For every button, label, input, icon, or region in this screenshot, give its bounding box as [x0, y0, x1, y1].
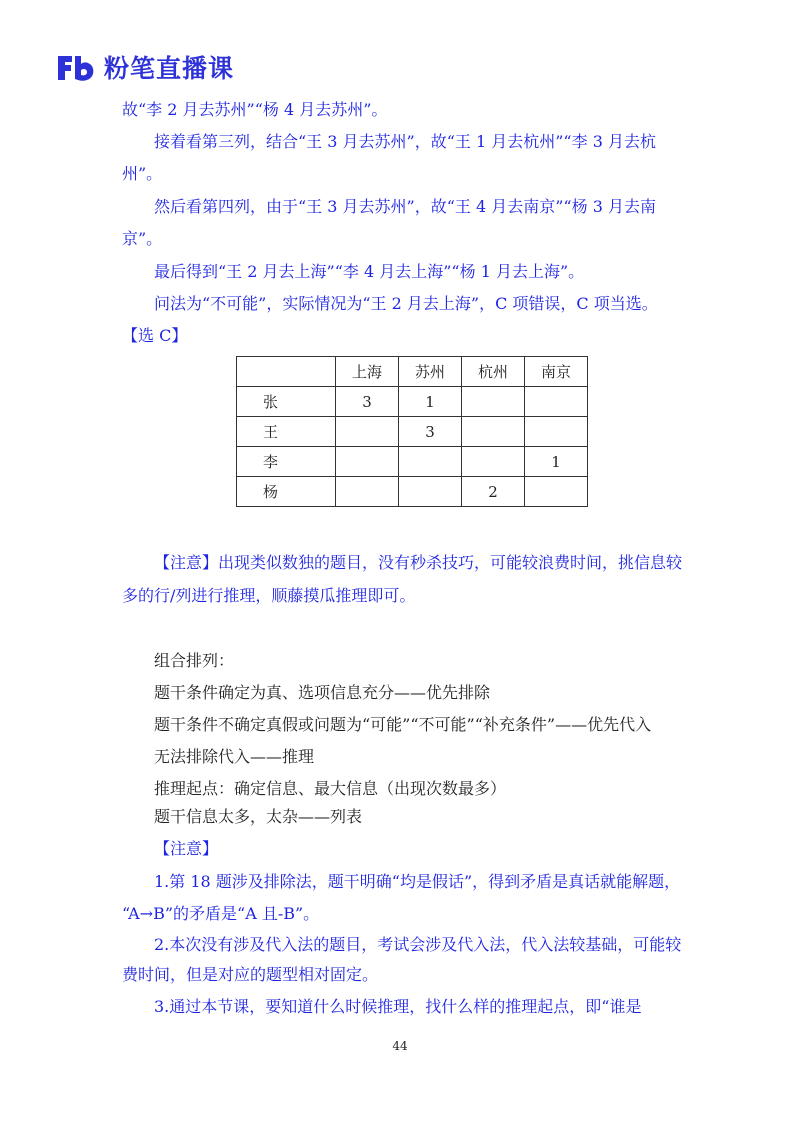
table-cell — [525, 417, 588, 447]
table-cell — [336, 477, 399, 507]
table-cell — [525, 477, 588, 507]
table-cell — [336, 447, 399, 477]
summary-title: 组合排列： — [154, 651, 235, 670]
summary-line: 推理起点：确定信息、最大信息（出现次数最多） — [154, 779, 507, 798]
table-row — [237, 477, 588, 507]
paragraph-line: 问法为“不可能”，实际情况为“王 2 月去上海”，C 项错误，C 项当选。 — [154, 294, 658, 313]
brand-name: 粉笔直播课 — [104, 54, 235, 83]
table-cell — [462, 387, 525, 417]
paragraph-line: 故“李 2 月去苏州”“杨 4 月去苏州”。 — [122, 100, 388, 119]
table-row-label: 张 — [237, 387, 336, 417]
paragraph-line: 京”。 — [122, 229, 163, 248]
table-row-label: 李 — [237, 447, 336, 477]
note-title: 【注意】 — [154, 839, 219, 858]
table-cell — [525, 387, 588, 417]
table-header-cell: 苏州 — [399, 357, 462, 387]
note-line: 1.第 18 题涉及排除法，题干明确“均是假话”，得到矛盾是真话就能解题， — [154, 872, 681, 891]
table-row-label: 王 — [237, 417, 336, 447]
brand-logo — [56, 52, 234, 82]
paragraph-line: 然后看第四列，由于“王 3 月去苏州”，故“王 4 月去南京”“杨 3 月去南 — [154, 197, 656, 216]
note-line: 【注意】出现类似数独的题目，没有秒杀技巧，可能较浪费时间，挑信息较 — [154, 553, 683, 572]
table-cell: 2 — [462, 477, 525, 507]
summary-line: 题干条件确定为真、选项信息充分——优先排除 — [154, 683, 491, 702]
table-cell — [399, 477, 462, 507]
table-cell: 1 — [525, 447, 588, 477]
table-row-label: 杨 — [237, 477, 336, 507]
paragraph-line: 最后得到“王 2 月去上海”“李 4 月去上海”“杨 1 月去上海”。 — [154, 262, 585, 281]
table-cell — [399, 447, 462, 477]
table-cell — [462, 447, 525, 477]
table-row — [237, 417, 588, 447]
table-header-cell: 上海 — [336, 357, 399, 387]
table-row — [237, 387, 588, 417]
table-header-row — [237, 357, 588, 387]
city-month-table — [236, 356, 588, 507]
table-cell: 1 — [399, 387, 462, 417]
answer-label: 【选 C】 — [122, 326, 188, 345]
table-header-cell: 南京 — [525, 357, 588, 387]
note-line: 2.本次没有涉及代入法的题目，考试会涉及代入法，代入法较基础，可能较 — [154, 935, 682, 954]
table-cell — [336, 417, 399, 447]
note-line: 费时间，但是对应的题型相对固定。 — [122, 965, 379, 984]
page-number: 44 — [392, 1039, 408, 1053]
table-header-cell — [237, 357, 336, 387]
paragraph-line: 接着看第三列，结合“王 3 月去苏州”，故“王 1 月去杭州”“李 3 月去杭 — [154, 132, 656, 151]
fb-logo-icon — [56, 52, 96, 82]
summary-line: 无法排除代入——推理 — [154, 747, 315, 766]
summary-line: 题干信息太多，太杂——列表 — [154, 807, 363, 826]
table-cell: 3 — [336, 387, 399, 417]
note-line: 多的行/列进行推理，顺藤摸瓜推理即可。 — [122, 586, 416, 605]
table-row — [237, 447, 588, 477]
table-header-cell: 杭州 — [462, 357, 525, 387]
note-line: 3.通过本节课，要知道什么时候推理，找什么样的推理起点，即“谁是 — [154, 997, 642, 1016]
paragraph-line: 州”。 — [122, 164, 163, 183]
table-cell — [462, 417, 525, 447]
table-cell: 3 — [399, 417, 462, 447]
summary-line: 题干条件不确定真假或问题为“可能”“不可能”“补充条件”——优先代入 — [154, 715, 652, 734]
note-line: “A→B”的矛盾是“A 且-B”。 — [122, 904, 320, 923]
